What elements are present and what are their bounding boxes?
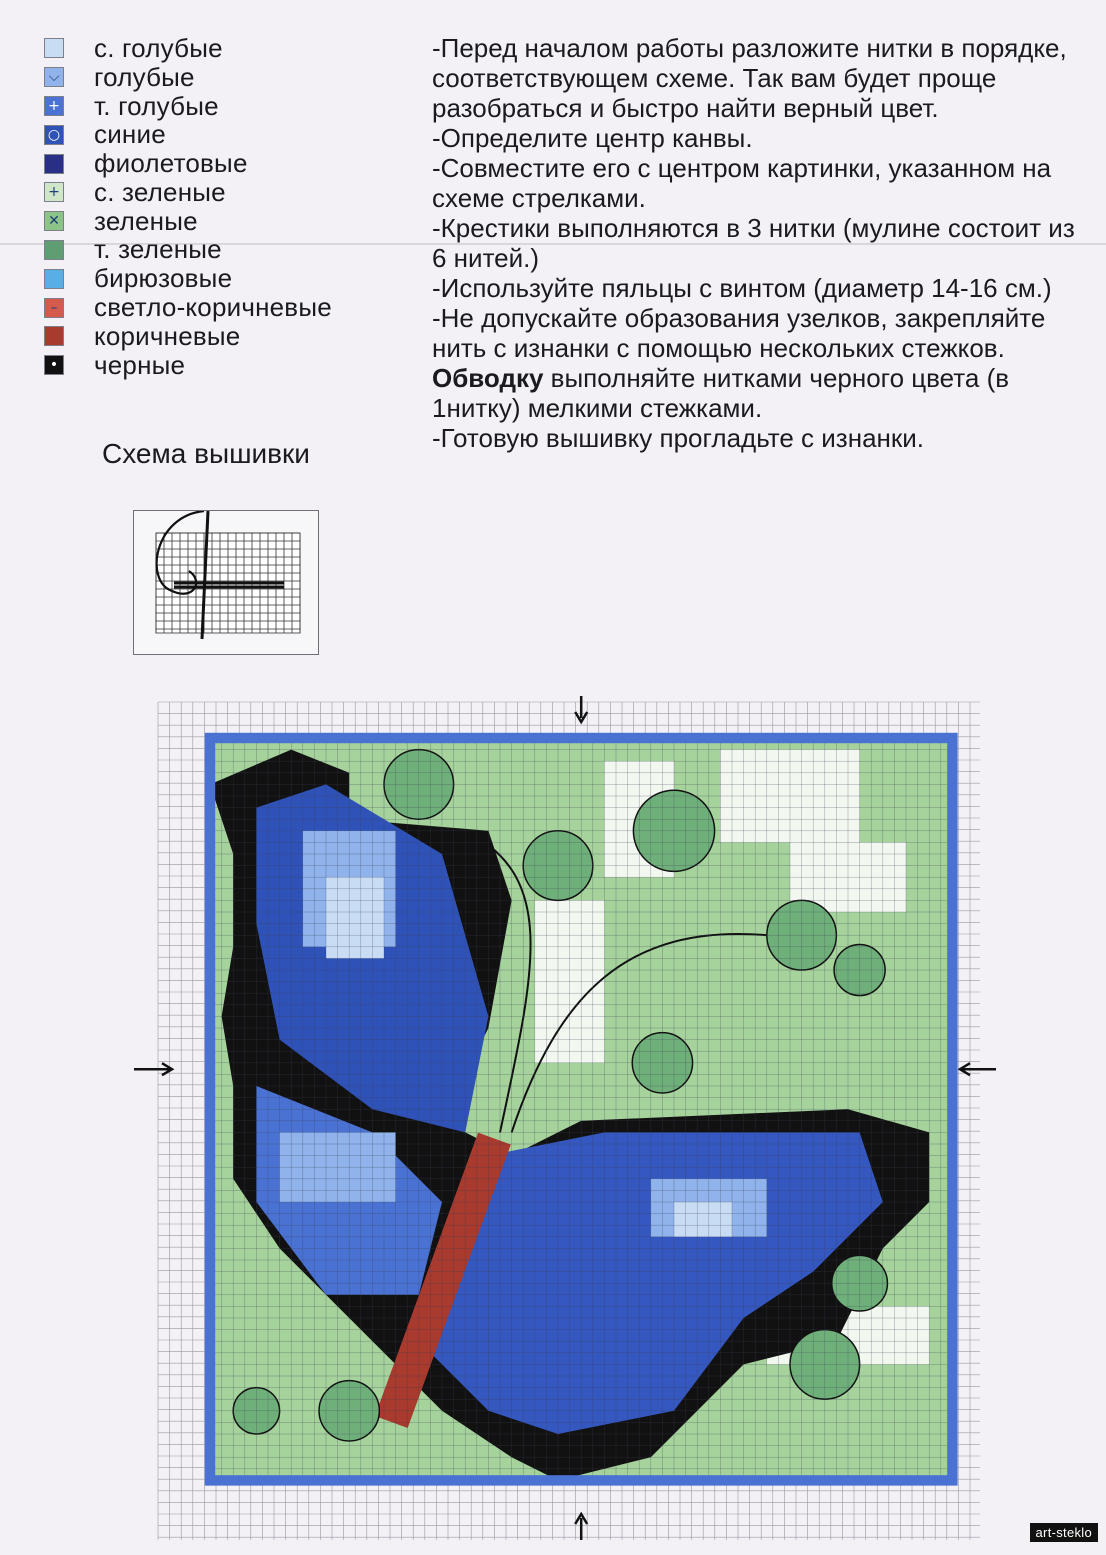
legend-symbol: ✕ xyxy=(48,213,60,230)
scheme-title: Схема вышивки xyxy=(102,438,310,469)
legend-label: черные xyxy=(94,349,186,380)
legend-item xyxy=(44,322,332,351)
color-legend xyxy=(44,34,332,380)
legend-item xyxy=(44,92,332,121)
legend-item xyxy=(44,236,332,265)
legend-symbol: + xyxy=(48,184,60,201)
legend-swatch xyxy=(44,298,64,318)
instruction-text: выполняйте нитками черного цвета (в 1нитку) мелкими стежками. xyxy=(432,363,1010,423)
legend-symbol: – xyxy=(50,299,58,316)
center-arrow-bottom xyxy=(575,1514,587,1540)
watermark: art-steklo xyxy=(1030,1523,1098,1542)
legend-swatch xyxy=(44,326,64,346)
legend-symbol: ○ xyxy=(47,126,61,143)
legend-swatch xyxy=(44,67,64,87)
stitch-diagram-svg xyxy=(134,511,318,654)
legend-label: коричневые xyxy=(94,320,241,351)
wing-highlight xyxy=(326,877,384,958)
instruction-paragraph: -Готовую вышивку прогладьте с изнанки. xyxy=(432,423,925,453)
legend-symbol: + xyxy=(48,97,60,114)
legend-label: т. голубые xyxy=(94,90,219,121)
legend-item xyxy=(44,34,332,63)
instructions-text xyxy=(432,33,1092,453)
legend-label: синие xyxy=(94,119,166,150)
legend-swatch xyxy=(44,240,64,260)
legend-item xyxy=(44,120,332,149)
wing-highlight xyxy=(674,1202,732,1237)
instruction-paragraph xyxy=(432,303,1092,423)
instruction-paragraph: -Перед началом работы разложите нитки в порядке, соответствующем схеме. Так вам будет проще разобраться и быстро найти верный цвет. xyxy=(432,33,1067,123)
legend-symbol: • xyxy=(49,357,59,374)
legend-symbol xyxy=(45,241,63,259)
legend-symbol xyxy=(45,155,63,173)
instruction-paragraph: -Определите центр канвы. xyxy=(432,123,753,153)
legend-label: с. зеленые xyxy=(94,176,226,207)
legend-label: т. зеленые xyxy=(94,234,222,265)
legend-item xyxy=(44,264,332,293)
legend-symbol xyxy=(45,270,63,288)
legend-swatch xyxy=(44,154,64,174)
legend-label: зеленые xyxy=(94,205,198,236)
legend-label: светло-коричневые xyxy=(94,292,332,323)
legend-item xyxy=(44,63,332,92)
instruction-paragraph: -Используйте пяльцы с винтом (диаметр 14-16 см.) xyxy=(432,273,1052,303)
legend-symbol xyxy=(45,39,63,57)
legend-item xyxy=(44,178,332,207)
legend-swatch xyxy=(44,211,64,231)
legend-label: с. голубые xyxy=(94,32,223,63)
instruction-paragraph: -Крестики выполняются в 3 нитки (мулине состоит из 6 нитей.) xyxy=(432,213,1075,273)
instruction-bold-term: Обводку xyxy=(432,363,544,393)
stitch-scheme-diagram xyxy=(133,510,319,655)
instruction-text: -Не допускайте образования узелков, закрепляйте нить с изнанки с помощью нескольких стежков. xyxy=(432,303,1046,363)
embroidery-chart-svg xyxy=(130,690,1000,1550)
center-arrow-left xyxy=(134,1063,172,1075)
legend-item xyxy=(44,149,332,178)
legend-swatch xyxy=(44,96,64,116)
legend-symbol: ⌵ xyxy=(48,69,60,86)
legend-symbol xyxy=(45,327,63,345)
legend-swatch xyxy=(44,38,64,58)
legend-item xyxy=(44,207,332,236)
legend-swatch xyxy=(44,355,64,375)
center-arrow-top xyxy=(575,696,587,722)
legend-swatch xyxy=(44,125,64,145)
instruction-paragraph: -Совместите его с центром картинки, указанном на схеме стрелками. xyxy=(432,153,1052,213)
legend-label: фиолетовые xyxy=(94,148,248,179)
legend-label: бирюзовые xyxy=(94,263,233,294)
embroidery-chart xyxy=(130,690,1000,1550)
legend-item xyxy=(44,351,332,380)
legend-swatch xyxy=(44,182,64,202)
legend-item xyxy=(44,293,332,322)
legend-label: голубые xyxy=(94,61,195,92)
legend-swatch xyxy=(44,269,64,289)
